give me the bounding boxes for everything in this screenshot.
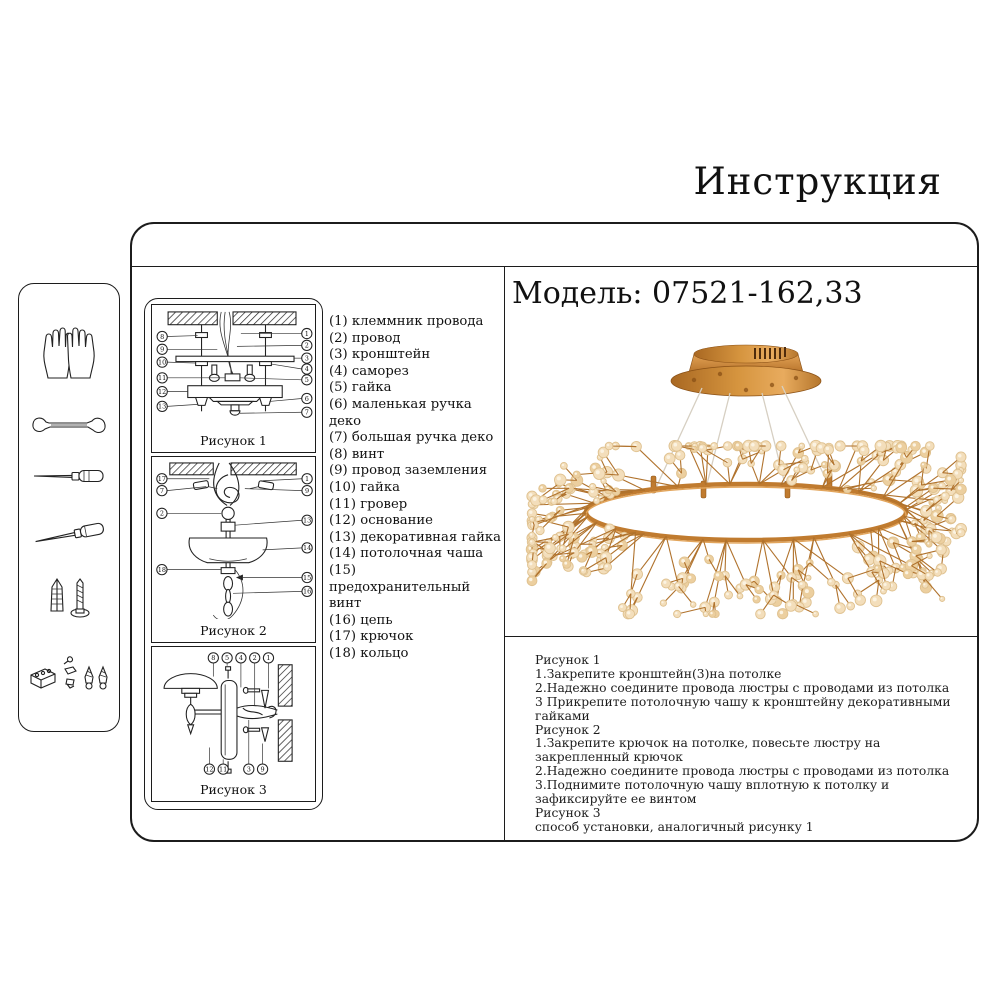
svg-text:9: 9 <box>260 765 265 774</box>
part-item: (13) декоративная гайка <box>329 529 502 545</box>
figure-2-panel <box>151 456 316 643</box>
part-item: (9) провод заземления <box>329 463 488 479</box>
firefly-branches <box>526 440 966 619</box>
svg-text:1: 1 <box>304 329 309 338</box>
screwdriver-icon <box>30 468 108 484</box>
installation-instructions <box>535 654 965 835</box>
fasteners-icon <box>25 653 113 695</box>
ring-frame <box>586 484 906 540</box>
main-frame <box>130 222 979 842</box>
svg-text:5: 5 <box>304 376 309 385</box>
tools-sidebar <box>18 283 120 732</box>
part-item: (18) кольцо <box>329 645 409 661</box>
instruction-line: Рисунок 1 <box>535 653 601 667</box>
svg-text:1: 1 <box>305 475 310 484</box>
figure-3-caption: Рисунок 3 <box>200 782 267 797</box>
figure-2-diagram <box>152 459 317 619</box>
canopy <box>671 345 821 396</box>
part-item: (12) основание <box>329 513 433 529</box>
svg-text:3: 3 <box>304 354 309 363</box>
svg-text:8: 8 <box>211 654 216 663</box>
svg-text:11: 11 <box>219 765 228 774</box>
instruction-line: Рисунок 3 <box>535 805 601 820</box>
instruction-line: 3.Поднимите потолочную чашу вплотную к потолку и зафиксируйте ее винтом <box>535 778 890 807</box>
parts-list <box>329 314 501 662</box>
figure-1-diagram <box>152 307 317 429</box>
part-item: (17) крючок <box>329 629 414 645</box>
chandelier-product-image <box>524 324 969 624</box>
part-item: (10) гайка <box>329 479 400 495</box>
svg-text:12: 12 <box>158 387 167 396</box>
vertical-divider <box>504 266 505 840</box>
part-item: (7) большая ручка деко <box>329 430 494 446</box>
awl-screwdriver-icon <box>30 515 108 545</box>
model-number: Модель: 07521-162,33 <box>512 276 863 311</box>
part-item: (6) маленькая ручка деко <box>329 396 472 429</box>
instruction-line: способ установки, аналогичный рисунку 1 <box>535 819 814 834</box>
figure-2-caption: Рисунок 2 <box>200 623 267 638</box>
figure-1-caption: Рисунок 1 <box>200 433 267 448</box>
svg-text:2: 2 <box>159 509 164 518</box>
part-item: (16) цепь <box>329 612 393 628</box>
instruction-line: 3 Прикрепите потолочную чашу к кронштейну декоративными гайками <box>535 694 951 723</box>
svg-text:5: 5 <box>225 654 230 663</box>
part-item: (8) винт <box>329 446 385 462</box>
svg-text:2: 2 <box>304 341 309 350</box>
instruction-line: 1.Закрепите кронштейн(3)на потолке <box>535 666 782 681</box>
figure-1-panel <box>151 304 316 453</box>
svg-text:15: 15 <box>302 573 312 582</box>
svg-text:18: 18 <box>157 565 167 574</box>
svg-text:13: 13 <box>302 516 312 525</box>
svg-text:7: 7 <box>304 408 309 417</box>
horizontal-divider <box>505 636 977 637</box>
figure-3-panel <box>151 646 316 802</box>
svg-text:14: 14 <box>302 544 312 553</box>
svg-text:3: 3 <box>246 765 251 774</box>
svg-text:11: 11 <box>158 374 167 383</box>
svg-text:16: 16 <box>302 587 312 596</box>
part-item: (4) саморез <box>329 363 409 379</box>
part-item: (11) гровер <box>329 496 408 512</box>
part-item: (2) провод <box>329 330 401 346</box>
svg-text:2: 2 <box>252 654 257 663</box>
anchor-and-screw-icon <box>42 575 96 623</box>
instruction-line: 1.Закрепите крючок на потолке, повесьте люстру на закрепленный крючок <box>535 736 881 765</box>
part-item: (14) потолочная чаша <box>329 546 484 562</box>
instruction-line: 2.Надежно соедините провода люстры с проводами из потолка <box>535 680 950 695</box>
page-title: Инструкция <box>693 160 942 203</box>
svg-text:17: 17 <box>157 475 167 484</box>
gloves-icon <box>33 320 105 382</box>
figure-3-diagram <box>152 649 317 779</box>
svg-text:1: 1 <box>266 654 271 663</box>
svg-text:10: 10 <box>158 358 167 367</box>
svg-text:13: 13 <box>158 402 167 411</box>
part-item: (15) предохранительный винт <box>329 562 471 612</box>
svg-text:4: 4 <box>304 365 309 374</box>
part-item: (1) клеммник провода <box>329 314 484 329</box>
svg-text:12: 12 <box>205 765 214 774</box>
wrench-icon <box>30 412 108 438</box>
svg-text:6: 6 <box>304 394 309 403</box>
figures-column <box>144 298 323 810</box>
instruction-line: 2.Надежно соедините провода люстры с проводами из потолка <box>535 764 950 779</box>
svg-text:8: 8 <box>160 332 165 341</box>
svg-text:4: 4 <box>238 654 243 663</box>
svg-text:9: 9 <box>160 345 165 354</box>
svg-text:9: 9 <box>305 486 310 495</box>
instruction-line: Рисунок 2 <box>535 722 601 737</box>
header-strip <box>132 224 977 267</box>
part-item: (3) кронштейн <box>329 347 431 363</box>
svg-text:7: 7 <box>159 486 164 495</box>
part-item: (5) гайка <box>329 380 392 396</box>
